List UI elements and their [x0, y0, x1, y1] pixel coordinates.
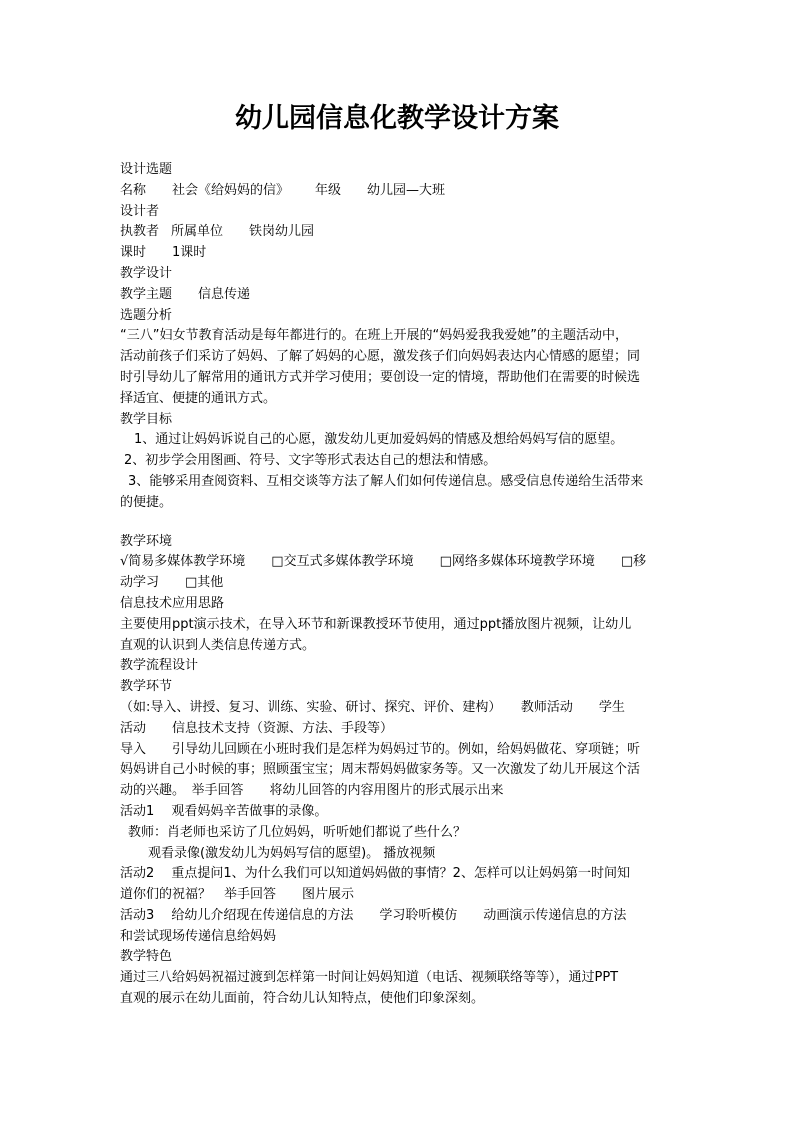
theme-row: [120, 285, 676, 306]
features-line: 通过三八给妈妈祝福过渡到怎样第一时间让妈妈知道（电话、视频联络等等），通过PPT: [120, 970, 619, 986]
flow-heading: 教学流程设计: [120, 658, 199, 674]
name-label: 名称: [120, 182, 147, 198]
env-options-line: √简易多媒体教学环境 □交互式多媒体教学环境 □网络多媒体环境教学环境 □移: [120, 554, 647, 570]
period-row: [120, 243, 676, 264]
goals-heading: 教学目标: [120, 411, 173, 427]
analysis-line: 活动前孩子们采访了妈妈、了解了妈妈的心愿，激发孩子们向妈妈表达内心情感的愿望；同: [120, 349, 641, 365]
step-desc-line: 活动 信息技术支持（资源、方法、手段等）: [120, 720, 394, 736]
activity-3-line: 活动3 给幼儿介绍现在传递信息的方法 学习聆听模仿 动画演示传递信息的方法: [120, 907, 627, 923]
analysis-line: “三八”妇女节教育活动是每年都进行的。在班上开展的“妈妈爱我我爱她”的主题活动中，: [120, 328, 628, 344]
teacher-label: 执教者: [120, 224, 160, 240]
unit-label: 所属单位: [171, 224, 224, 240]
name-row: [120, 181, 676, 202]
goal-item: 2、初步学会用图画、符号、文字等形式表达自己的想法和情感。: [124, 453, 497, 469]
unit-value: 铁岗幼儿园: [249, 224, 315, 240]
step-heading: 教学环节: [120, 679, 173, 695]
step-desc-line: （如:导入、讲授、复习、训练、实验、研讨、探究、评价、建构） 教师活动 学生: [120, 699, 625, 715]
it-line: 直观的认识到人类信息传递方式。: [120, 637, 316, 653]
features-heading: 教学特色: [120, 949, 173, 965]
activity-1: 活动1 观看妈妈辛苦做事的录像。: [120, 803, 328, 819]
it-line: 主要使用ppt演示技术，在导入环节和新课教授环节使用，通过ppt播放图片视频，让幼儿: [120, 616, 632, 632]
teacher-row: [120, 222, 676, 243]
designer-heading: 设计者: [120, 203, 160, 219]
intro-line: 导入 引导幼儿回顾在小班时我们是怎样为妈妈过节的。例如，给妈妈做花、穿项链；听: [120, 741, 641, 757]
analysis-heading: 选题分析: [120, 307, 173, 323]
activity-3-line: 和尝试现场传递信息给妈妈: [120, 928, 277, 944]
activity-1-teacher: 教师：肖老师也采访了几位妈妈，听听她们都说了些什么？: [128, 824, 467, 840]
intro-line: 妈妈讲自己小时候的事；照顾蛋宝宝；周末帮妈妈做家务等。又一次激发了幼儿开展这个活: [120, 762, 641, 778]
env-heading: 教学环境: [120, 533, 173, 549]
design-topic-heading: 设计选题: [120, 162, 173, 177]
env-options-line: 动学习 □其他: [120, 575, 224, 591]
features-line: 直观的展示在幼儿面前，符合幼儿认知特点，使他们印象深刻。: [120, 991, 485, 1007]
activity-1-watch: 观看录像(激发幼儿为妈妈写信的愿望)。 播放视频: [148, 845, 436, 861]
goal-item: 1、通过让妈妈诉说自己的心愿，激发幼儿更加爱妈妈的情感及想给妈妈写信的愿望。: [134, 432, 624, 448]
name-value: 社会《给妈妈的信》: [172, 182, 290, 198]
teaching-design-heading: 教学设计: [120, 265, 173, 281]
grade-label: 年级: [315, 182, 342, 198]
goal-item-continued: 的便捷。: [120, 494, 173, 510]
goal-item: 3、能够采用查阅资料、互相交谈等方法了解人们如何传递信息。感受信息传递给生活带来: [128, 473, 644, 489]
period-label: 课时: [120, 245, 147, 261]
document-body: [120, 160, 676, 1010]
document-title: 幼儿园信息化教学设计方案: [235, 103, 559, 134]
analysis-line: 时引导幼儿了解常用的通讯方式并学习使用；要创设一定的情境，帮助他们在需要的时候选: [120, 369, 641, 385]
period-value: 1课时: [172, 245, 207, 261]
theme-value: 信息传递: [198, 286, 251, 302]
grade-value: 幼儿园—大班: [367, 182, 446, 198]
activity-2-line: 道你们的祝福？ 举手回答 图片展示: [120, 887, 355, 903]
theme-label: 教学主题: [120, 286, 173, 302]
it-heading: 信息技术应用思路: [120, 595, 225, 611]
intro-line: 动的兴趣。 举手回答 将幼儿回答的内容用图片的形式展示出来: [120, 783, 504, 799]
activity-2-line: 活动2 重点提问1、为什么我们可以知道妈妈做的事情？2、怎样可以让妈妈第一时间知: [120, 866, 630, 882]
analysis-line: 择适宜、便捷的通讯方式。: [120, 390, 277, 406]
